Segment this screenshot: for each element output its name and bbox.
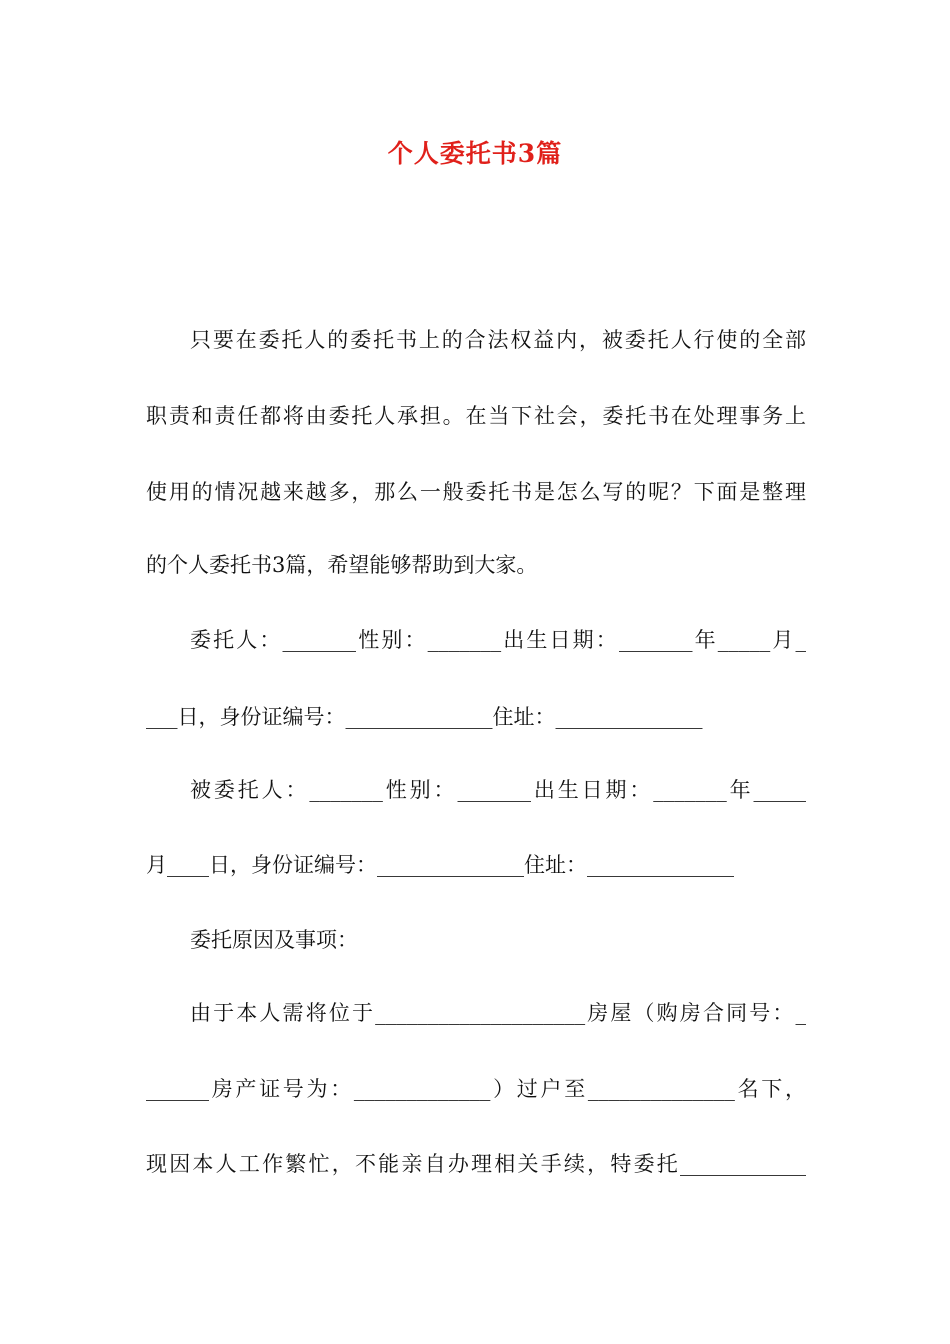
agent-line-2: 月____日，身份证编号：______________住址：______________ — [146, 853, 734, 877]
paragraph-intro-line-3: 使用的情况越来越多，那么一般委托书是怎么写的呢？下面是整理 — [146, 480, 806, 504]
section-heading-reason: 委托原因及事项： — [190, 928, 358, 952]
paragraph-intro-line-4: 的个人委托书3篇，希望能够帮助到大家。 — [146, 553, 538, 577]
reason-line-1: 由于本人需将位于____________________房屋（购房合同号：_ — [190, 1001, 806, 1025]
paragraph-intro-line-2: 职责和责任都将由委托人承担。在当下社会，委托书在处理事务上 — [146, 404, 806, 428]
reason-line-3: 现因本人工作繁忙，不能亲自办理相关手续，特委托____________ — [146, 1152, 806, 1176]
document-title: 个人委托书3篇 — [387, 139, 563, 168]
principal-line-2: ___日，身份证编号：______________住址：______________ — [146, 705, 703, 729]
agent-line-1: 被委托人：_______性别：_______出生日期：_______年_____ — [190, 778, 806, 802]
paragraph-intro-line-1: 只要在委托人的委托书上的合法权益内，被委托人行使的全部 — [190, 328, 806, 352]
reason-line-2: ______房产证号为：_____________）过户至______________名下， — [146, 1077, 806, 1101]
principal-line-1: 委托人：_______性别：_______出生日期：_______年_____月_ — [190, 628, 806, 652]
